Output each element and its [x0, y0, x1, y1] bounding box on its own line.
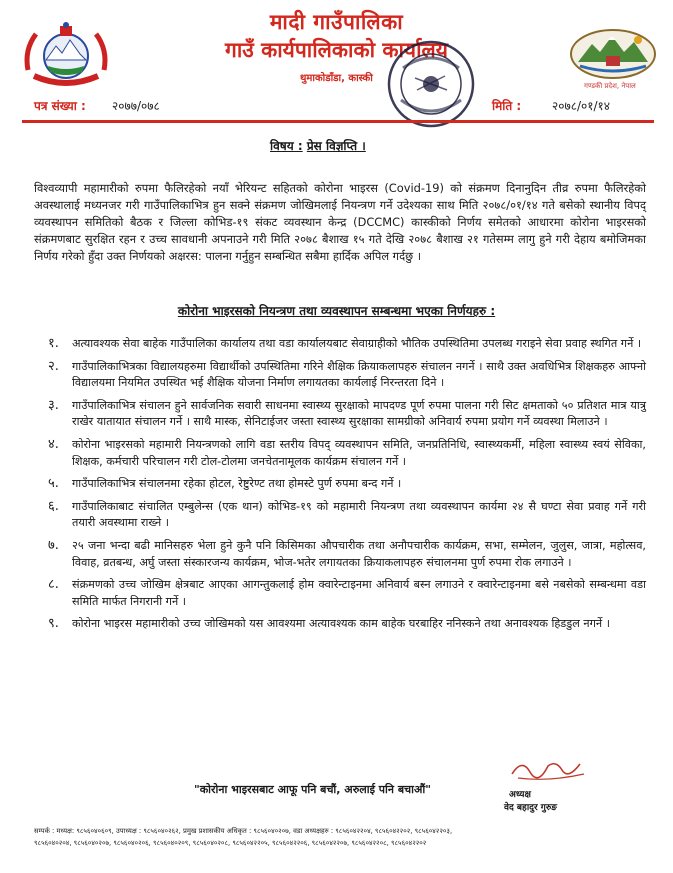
decision-item: [34, 336, 646, 353]
decision-item: [34, 476, 646, 493]
subject-line: [270, 137, 366, 154]
decision-number: ८.: [48, 577, 59, 593]
ref-number-label: पत्र संख्या :: [34, 99, 86, 113]
decision-text: गाउँपालिकाभित्र संचालनमा रहेका होटल, रेष्टुरेण्ट तथा होमस्टे पुर्ण रुपमा बन्द गर्ने ।: [72, 477, 402, 491]
signatory-title: अध्यक्ष: [509, 790, 531, 800]
intro-paragraph: विश्वव्यापी महामारीको रुपमा फैलिरहेको नयाँ भेरियन्ट सहितको कोरोना भाइरस (Covid-19) को संक्रमण दिनानुदिन तीव्र रुपमा फैलिरहेको अवस्थालाई मध्यनजर गरी गाउँपालिकाभित्र हुन सक्ने संक्रमण जोखिमलाई नियन्त्रण गर्ने उदेश्यका साथ मिति २०७८/०१/१४ गते बसेको स्थानीय विपद् व्यवस्थापन समितिको बैठक र जिल्ला कोभिड-१९ संकट व्यवस्थान केन्द्र (DCCMC) कास्कीको निर्णय समेतको आधारमा कोरोना भाइरसको संक्रमणबाट सुरक्षित रहन र उच्च सावधानी अपनाउने गरी मिति २०७८ बैशाख १५ गते देखि २०७८ बैशाख २१ गतेसम्म लागु हुने गरी देहाय बमोजिमका निर्णय गरेको हुँदा उक्त निर्णयको अक्षरस: पालना गर्नुहुन सम्बन्धित सबैमा हार्दिक अपिल गर्दछु ।: [34, 181, 646, 263]
date-value: २०७८/०१/१४: [552, 99, 611, 113]
header-divider: [22, 120, 654, 123]
ref-number-value: २०७७/०७८: [112, 99, 160, 113]
date-label: मिति :: [492, 99, 522, 113]
decision-item: [34, 616, 646, 633]
decision-text: गाउँपालिकाभित्रका विद्यालयहरुमा विद्यार्थीको उपस्थितिमा गरिने शैक्षिक क्रियाकलापहरु संचालन नगर्ने । साथै उक्त अवधिभित्र शिक्षकहरु आफ्नो विद्यालयमा नियमित उपस्थित भई शैक्षिक योजना निर्माण लगायतका कार्यलाई निरन्तरता दिने ।: [72, 359, 646, 390]
decision-item: [34, 499, 646, 532]
signature-icon: [508, 752, 588, 784]
decision-number: ७.: [48, 537, 59, 553]
decision-text: गाउँपालिकाभित्र संचालन हुने सार्वजनिक सवारी साधनमा स्वास्थ्य सुरक्षाको मापदण्ड पूर्ण रुपमा पालना गरी सिट क्षमताको ५० प्रतिशत मात्र यात्रु राखेर यातायात संचालन गर्ने । साथै मास्क, सेनिटाईजर जस्ता स्वास्थ्य सुरक्षाका सामग्रीको अनिवार्य रुपमा प्रयोग गर्ने व्यवस्था मिलाउने ।: [72, 398, 646, 429]
decision-number: ९.: [48, 616, 59, 632]
nepal-emblem-icon: [20, 20, 112, 92]
slogan-text: "कोरोना भाइरसबाट आफू पनि बचौं, अरुलाई पनि बचाऔं": [194, 783, 431, 796]
decision-text: कोरोना भाइरसको महामारी नियन्त्रणको लागि वडा स्तरीय विपद् व्यवस्थापन समिति, जनप्रतिनिधि, स्वास्थ्यकर्मी, महिला स्वास्थ्य स्वयं सेविका, शिक्षक, कर्मचारी परिचालन गरी टोल-टोलमा जनचेतनामूलक कार्यक्रम संचालन गर्ने ।: [72, 437, 646, 468]
decision-item: [34, 538, 646, 571]
decision-number: २.: [48, 358, 59, 374]
decision-item: [34, 577, 646, 610]
decision-text: संक्रमणको उच्च जोखिम क्षेत्रबाट आएका आगन्तुकलाई होम क्वारेन्टाइनमा अनिवार्य बस्न लगाउने र क्वारेन्टाइनमा बसे नबसेको सम्बन्धमा वडा समिति मार्फत निगरानी गर्ने ।: [72, 578, 646, 608]
decision-text: अत्यावश्यक सेवा बाहेक गाउँपालिका कार्यालय तथा वडा कार्यालयबाट सेवाग्राहीको भौतिक उपस्थितिमा उपलब्ध गराइने सेवा प्रवाह स्थगित गर्ने ।: [72, 337, 642, 350]
official-stamp-icon: [385, 38, 477, 130]
decision-number: ३.: [48, 397, 59, 413]
decision-text: गाउँपालिकाबाट संचालित एम्बुलेन्स (एक थान) कोभिड-१९ को महामारी नियन्त्रण तथा व्यवस्थापन कार्यमा २४ सै घण्टा सेवा प्रवाह गर्ने गरी तयारी अवस्थामा राख्ने ।: [72, 499, 646, 530]
decisions-heading: [0, 302, 673, 319]
decision-item: [34, 359, 646, 392]
decision-text: २५ जना भन्दा बढी मानिसहरु भेला हुने कुनै पनि किसिमका औपचारीक तथा अनौपचारीक कार्यक्रम, सभा, सम्मेलन, जुलुस, जात्रा, महोत्सव, विवाह, व्रतबन्ध, अर्घु जस्ता संस्कारजन्य कार्यक्रम, भोज-भतेर लगायतका क्रियाकलापहरु संचालनमा पुर्ण रुपमा रोक लगाउने ।: [72, 538, 646, 569]
subject-text: प्रेस विज्ञप्ति ।: [306, 139, 366, 153]
office-name: गाउँ कार्यपालिकाको कार्यालय: [225, 38, 448, 62]
signatory-name: वेद बहादुर गुरुङ: [504, 803, 557, 813]
decision-item: [34, 437, 646, 470]
decision-number: ५.: [48, 476, 59, 492]
decision-number: ६.: [48, 498, 59, 514]
madi-municipality-logo-icon: [568, 26, 658, 80]
decisions-heading-text: कोरोना भाइरसको नियन्त्रण तथा व्यवस्थापन सम्बन्धमा भएका निर्णयहरु :: [177, 304, 496, 318]
decision-text: कोरोना भाइरस महामारीको उच्च जोखिमको यस आवश्यमा अत्यावश्यक काम बाहेक घरबाहिर ननिस्कने तथा अनावश्यक हिडडुल नगर्ने ।: [72, 617, 610, 631]
office-address: थुमाकोडाँडा, कास्की: [300, 73, 373, 84]
footer-line: ९८५६०४०२०४, ९८५६०४०२०७, ९८५६०४०२०६, ९८५६०४०२०९, ९८५६०४०२०८, ९८५६०४२२०५, ९८५६०४२२०६, ९८५६०४२२०७, ९८५६०४२२०८, ९८५६०४२२०२: [34, 839, 427, 847]
subject-label: विषय :: [270, 139, 303, 153]
footer-line: सम्पर्क : मध्यक्ष: ९८५६०४०६०९, उपाध्यक्ष : ९८५६०४०२६२, प्रमुख प्रशासकीय अधिकृत : ९८५६०४०२०७, वडा अध्यक्षहरु : ९८५६०४२२०४, ९८५६०४२२०२, ९८५६०४२२०३,: [34, 827, 453, 835]
municipality-name: मादी गाउँपालिका: [269, 10, 404, 34]
province-label: गण्डकी प्रदेश, नेपाल: [584, 82, 636, 90]
decision-number: ४.: [48, 436, 59, 452]
decision-item: [34, 398, 646, 431]
contact-footer: [34, 825, 644, 849]
decisions-list: [34, 336, 646, 633]
decision-number: १.: [48, 336, 59, 351]
